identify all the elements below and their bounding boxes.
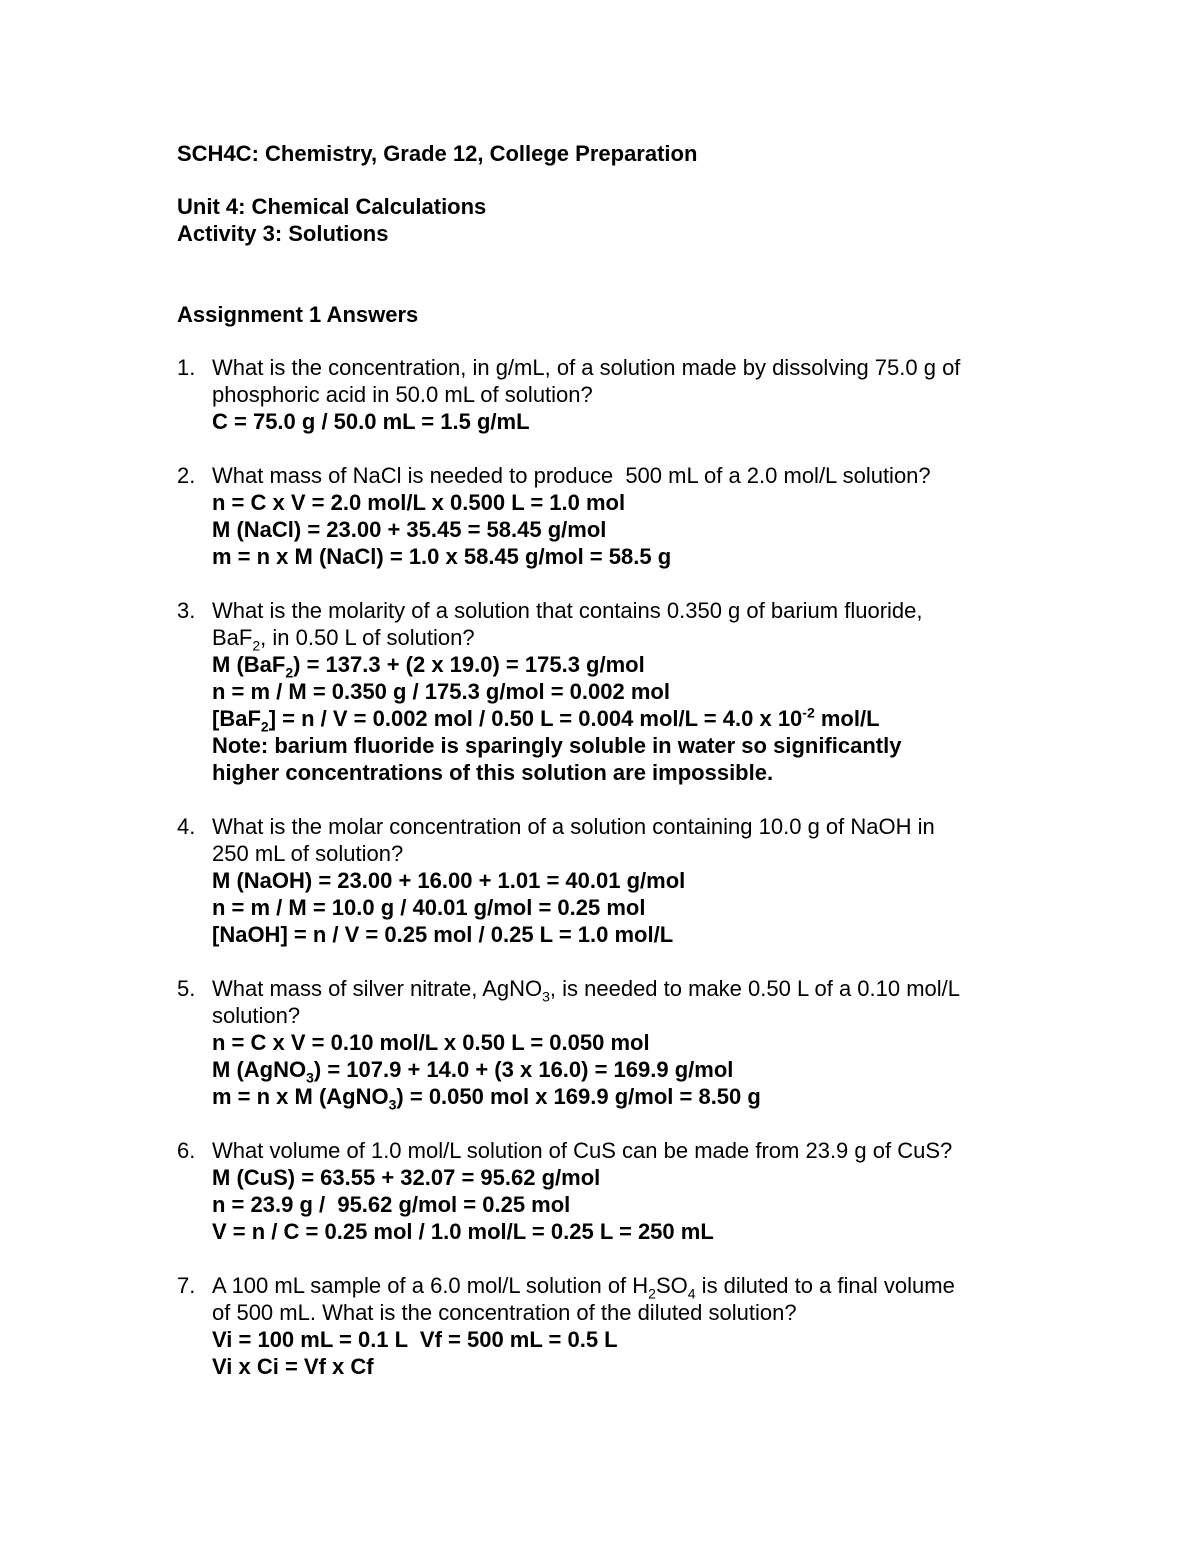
answer-line: m = n x M (AgNO$_3$) = 0.050 mol x 169.9 g/mol = 8.50 g bbox=[212, 1084, 761, 1113]
answer-note: Note: barium fluoride is sparingly soluble in water so significantly bbox=[212, 733, 902, 758]
answer-line: V = n / C = 0.25 mol / 1.0 mol/L = 0.25 L = 250 mL bbox=[212, 1219, 714, 1244]
answer-line: M (NaCl) = 23.00 + 35.45 = 58.45 g/mol bbox=[212, 517, 607, 542]
question-number: 2. bbox=[177, 463, 196, 488]
answer-line: [NaOH] = n / V = 0.25 mol / 0.25 L = 1.0 mol/L bbox=[212, 922, 674, 947]
question-item bbox=[177, 462, 1037, 570]
answer-line: Vi x Ci = Vf x Cf bbox=[212, 1354, 374, 1379]
answer-note: higher concentrations of this solution are impossible. bbox=[212, 760, 774, 785]
question-number: 6. bbox=[177, 1138, 196, 1163]
unit-title: Unit 4: Chemical Calculations bbox=[177, 194, 487, 219]
question-text: What volume of 1.0 mol/L solution of CuS can be made from 23.9 g of CuS? bbox=[212, 1138, 953, 1163]
question-item bbox=[177, 813, 1037, 948]
answer-line: n = C x V = 0.10 mol/L x 0.50 L = 0.050 mol bbox=[212, 1030, 650, 1055]
answer-line: m = n x M (NaCl) = 1.0 x 58.45 g/mol = 58.5 g bbox=[212, 544, 672, 569]
question-text: What is the concentration, in g/mL, of a solution made by dissolving 75.0 g of bbox=[212, 355, 961, 380]
activity-title: Activity 3: Solutions bbox=[177, 221, 389, 246]
course-title: SCH4C: Chemistry, Grade 12, College Preparation bbox=[177, 141, 698, 166]
question-number: 3. bbox=[177, 598, 196, 623]
answer-line: M (CuS) = 63.55 + 32.07 = 95.62 g/mol bbox=[212, 1165, 601, 1190]
question-text: What is the molar concentration of a solution containing 10.0 g of NaOH in bbox=[212, 814, 935, 839]
question-text: BaF$_2$, in 0.50 L of solution? bbox=[212, 625, 475, 654]
question-text: A 100 mL sample of a 6.0 mol/L solution of $H_2SO_4$ is diluted to a final volume bbox=[212, 1273, 955, 1302]
question-list bbox=[177, 354, 1037, 1380]
answer-line: C = 75.0 g / 50.0 mL = 1.5 g/mL bbox=[212, 409, 530, 434]
answer-line: n = m / M = 0.350 g / 175.3 g/mol = 0.002 mol bbox=[212, 679, 670, 704]
document-page bbox=[177, 140, 1037, 1407]
question-item bbox=[177, 1272, 1037, 1380]
answer-line: M (AgNO$_3$) = 107.9 + 14.0 + (3 x 16.0) = 169.9 g/mol bbox=[212, 1057, 734, 1086]
question-number: 1. bbox=[177, 355, 196, 380]
assignment-title: Assignment 1 Answers bbox=[177, 302, 419, 327]
answer-line: n = m / M = 10.0 g / 40.01 g/mol = 0.25 mol bbox=[212, 895, 646, 920]
answer-line: n = C x V = 2.0 mol/L x 0.500 L = 1.0 mol bbox=[212, 490, 626, 515]
question-number: 7. bbox=[177, 1273, 196, 1298]
answer-line: M (NaOH) = 23.00 + 16.00 + 1.01 = 40.01 g/mol bbox=[212, 868, 686, 893]
answer-line: Vi = 100 mL = 0.1 L Vf = 500 mL = 0.5 L bbox=[212, 1327, 618, 1352]
question-text: 250 mL of solution? bbox=[212, 841, 404, 866]
answer-line: [BaF$_2$] = n / V = 0.002 mol / 0.50 L = 0.004 mol/L = 4.0 x $10^{-2}$ mol/L bbox=[212, 704, 880, 735]
answer-line: n = 23.9 g / 95.62 g/mol = 0.25 mol bbox=[212, 1192, 571, 1217]
question-text: solution? bbox=[212, 1003, 301, 1028]
question-item bbox=[177, 1137, 1037, 1245]
question-item bbox=[177, 975, 1037, 1113]
question-text: What mass of NaCl is needed to produce 500 mL of a 2.0 mol/L solution? bbox=[212, 463, 931, 488]
question-text: phosphoric acid in 50.0 mL of solution? bbox=[212, 382, 593, 407]
question-text: What mass of silver nitrate, AgNO$_3$, is needed to make 0.50 L of a 0.10 mol/L bbox=[212, 976, 961, 1005]
question-number: 5. bbox=[177, 976, 196, 1001]
question-item bbox=[177, 354, 1037, 435]
question-item bbox=[177, 597, 1037, 786]
question-number: 4. bbox=[177, 814, 196, 839]
question-text: of 500 mL. What is the concentration of the diluted solution? bbox=[212, 1300, 797, 1325]
question-text: What is the molarity of a solution that contains 0.350 g of barium fluoride, bbox=[212, 598, 923, 623]
answer-line: M (BaF$_2$) = 137.3 + (2 x 19.0) = 175.3 g/mol bbox=[212, 652, 645, 681]
